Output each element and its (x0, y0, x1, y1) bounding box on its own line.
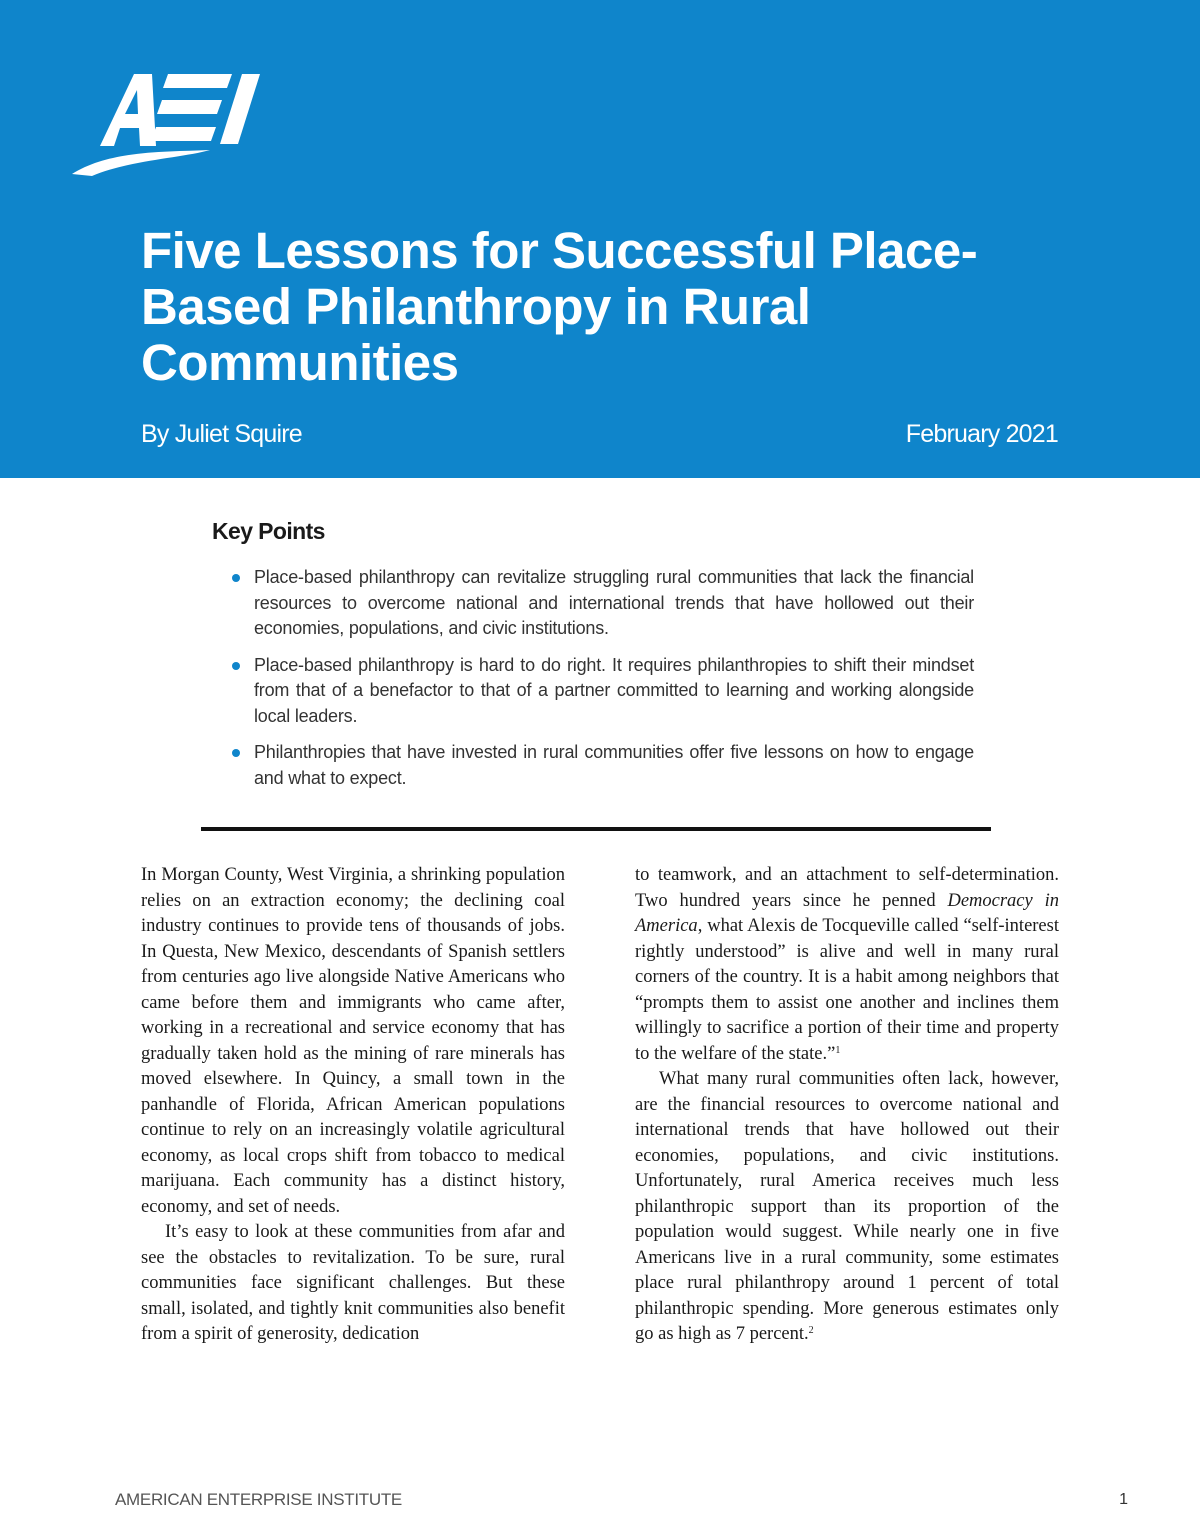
footer-organization: AMERICAN ENTERPRISE INSTITUTE (115, 1490, 402, 1509)
bullet-dot-icon (232, 662, 240, 670)
key-point-text: Place-based philanthropy can revitalize struggling rural communities that lack the financial resources to overcome national and international trends that have hollowed out their economies, populations, and civic institutions. (254, 567, 974, 638)
body-column-right (635, 863, 1059, 1348)
header-banner (0, 0, 1200, 478)
paper-title: Five Lessons for Successful Place-Based Philanthropy in Rural Communities (141, 222, 978, 391)
body-text: , what Alexis de Tocqueville called “self-interest rightly understood” is alive and well in many rural corners of the country. It is a habit among neighbors that “prompts them to assist one another and inclines them willingly to sacrifice a portion of their time and property to the welfare of the state.” (635, 916, 1059, 1064)
body-paragraph (635, 863, 1059, 1067)
body-paragraph (635, 1067, 1059, 1348)
body-paragraph: It’s easy to look at these communities from afar and see the obstacles to revitalization. To be sure, rural communities face significant challenges. But these small, isolated, and tightly knit communities also benefit from a spirit of generosity, dedication (141, 1222, 565, 1344)
footnote-ref[interactable]: 2 (808, 1325, 814, 1336)
page-number: 1 (1119, 1491, 1128, 1508)
key-points-list (232, 565, 974, 802)
body-paragraph: In Morgan County, West Virginia, a shrinking population relies on an extraction economy; the declining coal industry continues to provide tens of thousands of jobs. In Questa, New Mexico, descendants of Spanish settlers from centuries ago live alongside Native Americans who came before them and immigrants who came after, working in a recreational and service economy that has gradually taken hold as the mining of rare minerals has moved elsewhere. In Quincy, a small town in the panhandle of Florida, African American populations continue to rely on an increasingly volatile agricultural economy, as local crops shift from tobacco to medical marijuana. Each community has a distinct history, economy, and set of needs. (141, 865, 565, 1217)
key-point-text: Philanthropies that have invested in rural communities offer five lessons on how to engage and what to expect. (254, 742, 974, 788)
aei-logo-icon (70, 70, 285, 180)
key-point-text: Place-based philanthropy is hard to do right. It requires philanthropies to shift their mindset from that of a benefactor to that of a partner committed to learning and working alongside local leaders. (254, 654, 974, 726)
body-text: What many rural communities often lack, however, are the financial resources to overcome national and international trends that have hollowed out their economies, populations, and civic institutions. Unfortunately, rural America receives much less philanthropic support than its proportion of the population would suggest. While nearly one in five Americans live in a rural community, some estimates place rural philanthropy around 1 percent of total philanthropic spending. More generous estimates only go as high as 7 percent. (635, 1069, 1059, 1344)
key-points-heading: Key Points (212, 518, 325, 544)
body-column-left (141, 863, 565, 1348)
bullet-dot-icon (232, 574, 240, 582)
section-divider (201, 827, 991, 831)
publication-date: February 2021 (905, 420, 1058, 448)
body-text: to teamwork, and an attachment to self-determination. Two hundred years since he penned (635, 865, 1059, 911)
key-point-item (232, 740, 974, 791)
key-point-item (232, 653, 974, 730)
author-byline: By Juliet Squire (141, 420, 302, 448)
bullet-dot-icon (232, 749, 240, 757)
key-point-item (232, 565, 974, 642)
book-title: Democracy in America (635, 890, 1060, 936)
footnote-ref[interactable]: 1 (835, 1044, 841, 1056)
